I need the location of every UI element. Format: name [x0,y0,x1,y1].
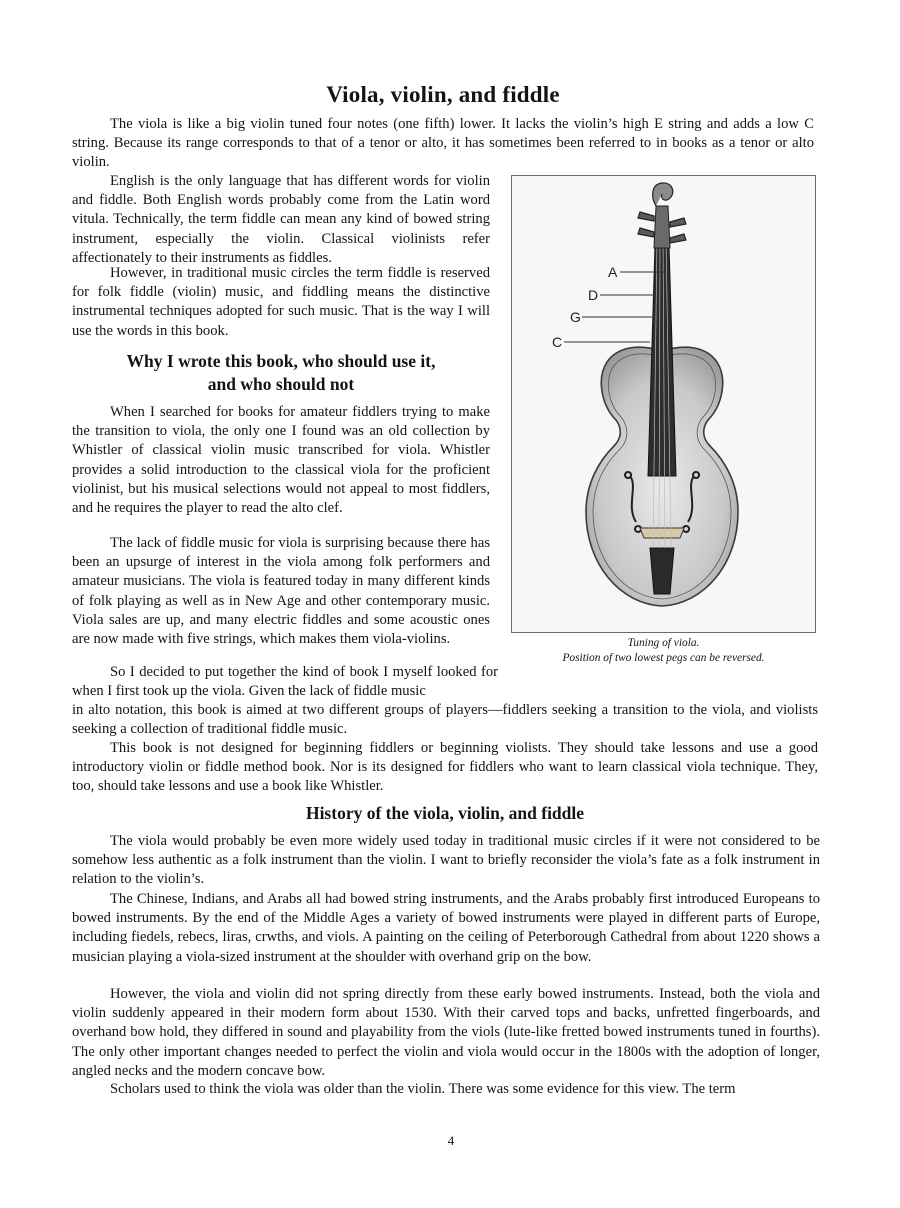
page-number: 4 [447,1133,455,1148]
paragraph-decided-wide: in alto notation, this book is aimed at two different groups of players—fiddlers seeking a transition to the viola, and violists seeking a collection of traditional fiddle music. [72,702,818,738]
paragraph-fiddle-usage: However, in traditional music circles the term fiddle is reserved for folk fiddle (violin) music, and fiddling means the distinctive instrumental techniques adopted for such music. That is the way I will use the words in this book. [72,265,490,339]
page-title: Viola, violin, and fiddle [326,82,560,107]
paragraph-lack-of-music: The lack of fiddle music for viola is surprising because there has been an upsurge of interest in the viola among folk performers and amateur musicians. The viola is featured today in many different kinds of folk playing as well as in New Age and other contemporary music. Viola sales are up, and many electric fiddles and some acoustic ones are now made with five strings, which makes them viola-violins. [72,535,490,648]
section-heading-why-line1: Why I wrote this book, who should use it, [126,351,436,371]
pegbox [654,206,670,248]
fingerboard [648,246,676,476]
paragraph-searched-books: When I searched for books for amateur fiddlers trying to make the transition to viola, the only one I found was an old collection by Whistler of classical violin music transcribed for viola. Whistler provides a solid introduction to the classical viola for the proficient violinist, but his musical selections would not appeal to most fiddlers, and he requires the player to read the alto clef. [72,404,490,517]
figure-caption [511,636,816,666]
section-heading-why [72,350,490,396]
section-heading-history: History of the viola, violin, and fiddle [305,803,585,823]
paragraph-english-words: English is the only language that has different words for violin and fiddle. Both English words probably come from the Latin word vitula. Technically, the term fiddle can mean any kind of bowed string instrument, especially the violin. Classical violinists refer affectionately to their instruments as fiddles. [72,173,490,266]
section-heading-why-line2: and who should not [207,374,355,394]
bridge [640,528,684,538]
string-label-c: C [552,334,563,350]
caption-line1: Tuning of viola. [627,637,700,649]
paragraph-history-1: The viola would probably be even more widely used today in traditional music circles if it were not considered to be somehow less authentic as a folk instrument than the violin. I want to briefly reconsider the viola’s fate as a folk instrument in relation to the violin’s. [72,833,820,888]
paragraph-decided-narrow: So I decided to put together the kind of book I myself looked for when I first took up the viola. Given the lack of fiddle music [72,664,498,700]
paragraph-history-3: However, the viola and violin did not spring directly from these early bowed instruments. Instead, both the viola and violin suddenly appeared in their modern form about 1530. With their carved tops and backs, unfretted fingerboards, and overhand bow hold, they differed in sound and playability from the viols (lute-like fretted bowed instruments tuned in fourths). The only other important changes needed to perfect the violin and viola would occur in the 1800s with the adoption of longer, angled necks and the modern concave bow. [72,986,820,1079]
viola-illustration [511,175,816,633]
paragraph-history-2: The Chinese, Indians, and Arabs all had bowed string instruments, and the Arabs probably first introduced Europeans to bowed instruments. By the end of the Middle Ages a variety of bowed instruments were played in different parts of Europe, including fiedels, rebecs, liras, crwths, and viols. A painting on the ceiling of Peterborough Cathedral from about 1220 shows a musician playing a viola-sized instrument at the shoulder with overhand grip on the bow. [72,891,820,965]
string-label-g: G [570,309,581,325]
string-label-d: D [588,287,599,303]
paragraph-history-4: Scholars used to think the viola was older than the violin. There was some evidence for this view. The term [110,1081,736,1097]
caption-line2: Position of two lowest pegs can be reversed. [562,652,765,664]
intro-paragraph: The viola is like a big violin tuned four notes (one fifth) lower. It lacks the violin’s high E string and adds a low C string. Because its range corresponds to that of a tenor or alto, it has sometimes been referred to in books as a tenor or alto violin. [72,116,814,171]
tailpiece [650,548,674,594]
scroll [653,183,673,206]
string-label-a: A [608,264,618,280]
paragraph-not-designed: This book is not designed for beginning fiddlers or beginning violists. They should take lessons and use a good introductory violin or fiddle method book. Nor is its designed for fiddlers who want to learn classical viola technique. They, too, should take lessons and use a book like Whistler. [72,740,818,795]
viola-drawing [512,176,815,632]
